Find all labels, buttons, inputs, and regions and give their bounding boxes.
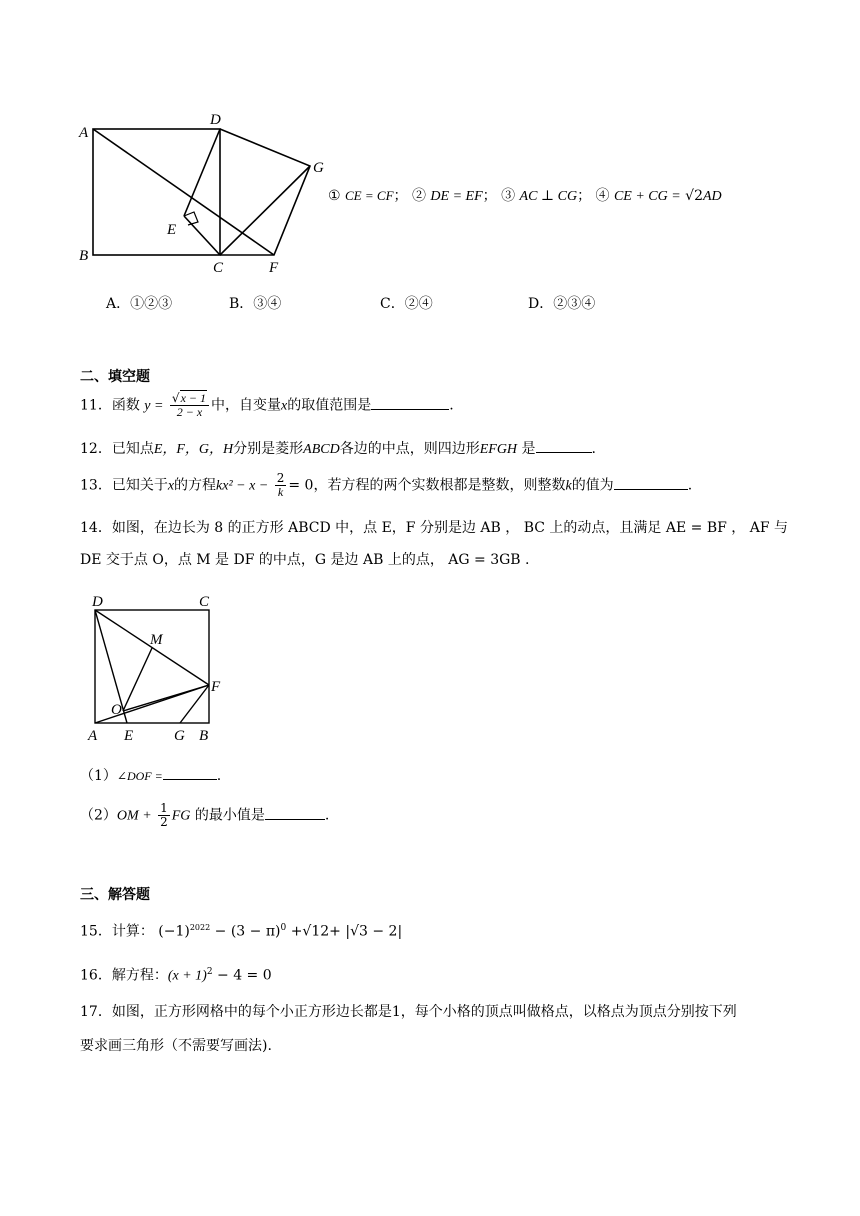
- q10-label-a: A: [79, 125, 89, 141]
- q14-label-m: M: [150, 632, 163, 648]
- q13: 13．已知关于x的方程kx² − x − $\frac{2}{k}$ = 0，若方程的两个实数根都是整数，则整数k的值为 .: [80, 471, 693, 499]
- q14-figure: [84, 590, 234, 746]
- q14-label-b: B: [199, 728, 209, 744]
- q14-sub2: （2）OM + $\frac{1}{2}$ FG 的最小值是 .: [80, 801, 330, 829]
- section2-title: 二、填空题: [80, 369, 150, 385]
- q14-sub1-answer-blank[interactable]: [163, 765, 217, 780]
- q16: 16．解方程：$(x + 1)^2 - 4 = 0$: [80, 967, 272, 984]
- q12: 12．已知点E，F，G，H分别是菱形ABCD各边的中点，则四边形EFGH 是 .: [80, 438, 596, 460]
- q17-line1: 17．如图，正方形网格中的每个小正方形边长都是1，每个小格的顶点叫做格点，以格点为顶点分别按下列: [80, 1004, 737, 1020]
- q12-answer-blank[interactable]: [536, 438, 592, 453]
- q14-label-a: A: [88, 728, 98, 744]
- q10-option-a: A．①②③: [106, 296, 173, 312]
- q10-label-d: D: [210, 112, 221, 128]
- q10-label-b: B: [79, 248, 89, 264]
- q14-line2: DE 交于点 O，点 M 是 DF 的中点，G 是边 AB 上的点， AG = 3GB .: [80, 552, 530, 568]
- q17-line2: 要求画三角形（不需要写画法).: [80, 1038, 272, 1054]
- q14-label-e: E: [124, 728, 134, 744]
- q14-label-o: O: [111, 702, 122, 718]
- q14-sub2-answer-blank[interactable]: [265, 805, 325, 820]
- q10-figure: [70, 100, 340, 280]
- q11: 11．函数 y = $\frac{√x - 1}{2 - x}$ 中，自变量x的取值范围是 .: [80, 391, 454, 419]
- q14-label-d: D: [92, 594, 103, 610]
- q10-label-c: C: [213, 260, 224, 276]
- q13-answer-blank[interactable]: [614, 475, 688, 490]
- q10-statements: ① CE = CF； ② DE = EF； ③ AC ⊥ CG； ④ CE + CG = √2AD: [328, 188, 722, 204]
- q14-label-g: G: [174, 728, 185, 744]
- q10-label-g: G: [313, 160, 324, 176]
- q14-label-c: C: [199, 594, 210, 610]
- q14-label-f: F: [211, 679, 221, 695]
- q10-label-f: F: [269, 260, 279, 276]
- q14-sub1: （1）∠DOF = .: [80, 765, 221, 786]
- q10-option-c: C．②④: [380, 296, 433, 312]
- q10-option-d: D．②③④: [528, 296, 596, 312]
- q14-line1: 14．如图，在边长为 8 的正方形 ABCD 中，点 E，F 分别是边 AB ， BC 上的动点，且满足 AE = BF ， AF 与: [80, 520, 789, 536]
- q10-option-b: B．③④: [229, 296, 282, 312]
- q10-label-e: E: [167, 222, 177, 238]
- q11-answer-blank[interactable]: [371, 395, 449, 410]
- q15: 15．计算： $(-1)^{2022} - (3 - \pi)^0 +√12+ |√3 - 2|$: [80, 923, 403, 940]
- section3-title: 三、解答题: [80, 887, 150, 903]
